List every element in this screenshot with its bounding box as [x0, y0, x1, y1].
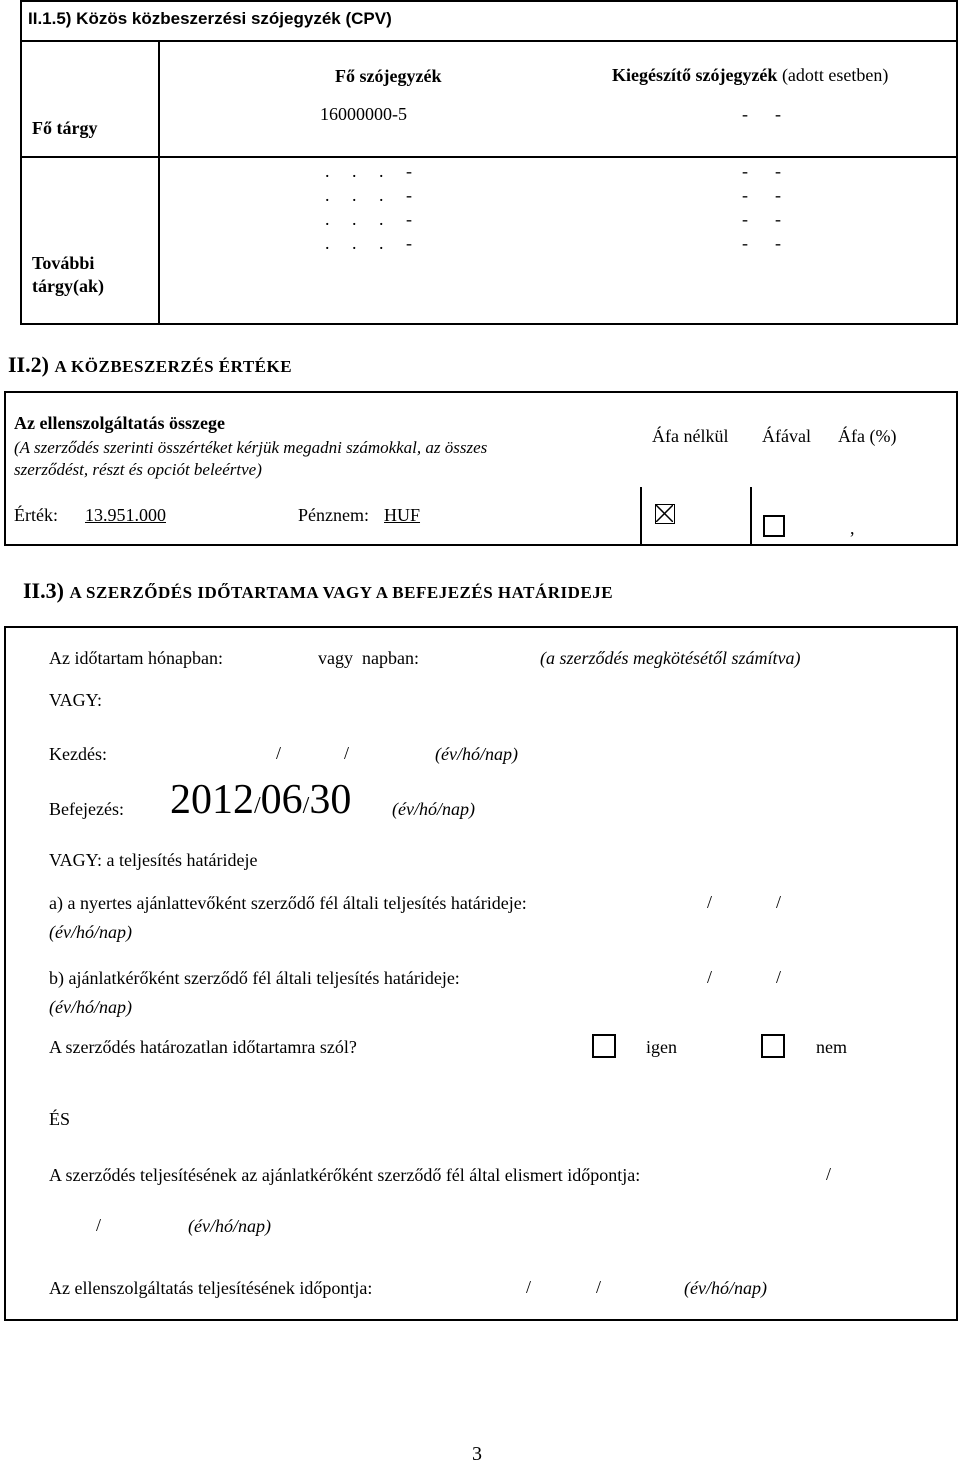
from-note: (a szerződés megkötésétől számítva): [540, 648, 801, 668]
cpv-table: [20, 0, 958, 325]
date-format-hint: (év/hó/nap): [49, 997, 132, 1017]
cpv-col-supp-title: Kiegészítő szójegyzék: [612, 65, 778, 85]
deadline-b-label: b) ajánlatkérőként szerződő fél általi teljesítés határideje:: [49, 968, 460, 988]
cpv-further-row: . . . -: [325, 233, 412, 253]
date-separator: /: [254, 793, 261, 819]
cpv-further-label: További: [32, 253, 95, 273]
duration-heading: [23, 578, 613, 604]
indefinite-question: A szerződés határozatlan időtartamra szól?: [49, 1037, 357, 1057]
value-amount: 13.951.000: [85, 505, 166, 525]
checkbox-cross-icon: [656, 505, 673, 522]
date-separator: /: [344, 743, 350, 763]
cpv-further-row: . . . -: [325, 209, 412, 229]
deadline-a-label: a) a nyertes ajánlattevőként szerződő fél általi teljesítés határideje:: [49, 893, 527, 913]
end-label: Befejezés:: [49, 799, 124, 819]
date-separator: /: [302, 793, 310, 819]
date-format-hint: (év/hó/nap): [684, 1278, 767, 1298]
indefinite-no-checkbox[interactable]: [761, 1034, 785, 1058]
page-number: 3: [472, 1443, 482, 1465]
value-heading: [8, 352, 292, 378]
value-col-divider: [750, 487, 752, 546]
cpv-further-label: tárgy(ak): [32, 276, 104, 296]
vat-pct-comma: ,: [850, 518, 855, 538]
date-separator: /: [826, 1164, 832, 1184]
cpv-further-supp: - -: [742, 209, 781, 229]
indefinite-yes-checkbox[interactable]: [592, 1034, 616, 1058]
days-label: vagy napban:: [318, 648, 419, 668]
cpv-col-supp: [612, 65, 888, 86]
cpv-row-divider: [20, 156, 958, 158]
date-separator: /: [776, 892, 782, 912]
or-label: VAGY:: [49, 690, 103, 710]
cpv-heading-divider: [20, 40, 958, 42]
value-col-divider: [640, 487, 642, 546]
start-label: Kezdés:: [49, 744, 107, 764]
date-separator: /: [276, 743, 282, 763]
months-label: Az időtartam hónapban:: [49, 648, 223, 668]
cpv-main-code: 16000000-5: [320, 104, 407, 124]
cpv-further-supp: - -: [742, 161, 781, 181]
date-format-hint: (év/hó/nap): [49, 922, 132, 942]
recognized-date-label: A szerződés teljesítésének az ajánlatkérőként szerződő fél által elismert időpontja:: [49, 1165, 641, 1185]
value-heading-title: A KÖZBESZERZÉS ÉRTÉKE: [54, 357, 293, 376]
cpv-main-supp: - -: [742, 104, 781, 124]
date-format-hint: (év/hó/nap): [392, 799, 475, 819]
date-separator: /: [96, 1215, 102, 1235]
date-format-hint: (év/hó/nap): [435, 744, 518, 764]
indefinite-no-label: nem: [816, 1037, 847, 1057]
value-note: szerződést, részt és opciót beleértve): [14, 460, 262, 479]
date-separator: /: [707, 892, 713, 912]
and-label: ÉS: [49, 1109, 71, 1129]
col-with-vat: Áfával: [762, 426, 811, 446]
end-year: 2012: [170, 777, 254, 823]
col-vat-pct: Áfa (%): [838, 426, 897, 446]
date-format-hint: (év/hó/nap): [188, 1216, 271, 1236]
cpv-col-main: Fő szójegyzék: [335, 66, 442, 86]
value-label: Az ellenszolgáltatás összege: [14, 413, 225, 433]
currency-label: Pénznem:: [298, 505, 369, 525]
value-note: (A szerződés szerinti összértéket kérjük megadni számokkal, az összes: [14, 438, 488, 457]
with-vat-checkbox[interactable]: [763, 515, 785, 537]
col-no-vat: Áfa nélkül: [652, 426, 729, 446]
date-separator: /: [596, 1277, 602, 1297]
cpv-col-divider: [158, 40, 160, 325]
end-date: [170, 776, 351, 824]
cpv-further-row: . . . -: [325, 185, 412, 205]
duration-heading-title: A SZERZŐDÉS IDŐTARTAMA VAGY A BEFEJEZÉS HATÁRIDEJE: [69, 583, 614, 602]
value-heading-num: II.2): [8, 352, 49, 377]
fulfil-date-label: Az ellenszolgáltatás teljesítésének időpontja:: [49, 1278, 373, 1298]
cpv-heading: II.1.5) Közös közbeszerzési szójegyzék (CPV): [28, 9, 392, 28]
cpv-col-supp-note: (adott esetben): [781, 65, 889, 85]
end-month: 06: [260, 777, 303, 823]
cpv-further-row: . . . -: [325, 161, 412, 181]
end-day: 30: [309, 777, 352, 823]
cpv-main-object-label: Fő tárgy: [32, 118, 98, 138]
cpv-further-supp: - -: [742, 185, 781, 205]
indefinite-yes-label: igen: [646, 1037, 677, 1057]
cpv-further-supp: - -: [742, 233, 781, 253]
duration-heading-num: II.3): [23, 578, 64, 603]
value-amount-label: Érték:: [14, 505, 58, 525]
currency-value: HUF: [384, 505, 421, 525]
no-vat-checkbox[interactable]: [655, 504, 675, 524]
or-deadline-label: VAGY: a teljesítés határideje: [49, 850, 258, 870]
date-separator: /: [707, 967, 713, 987]
date-separator: /: [776, 967, 782, 987]
date-separator: /: [526, 1277, 532, 1297]
